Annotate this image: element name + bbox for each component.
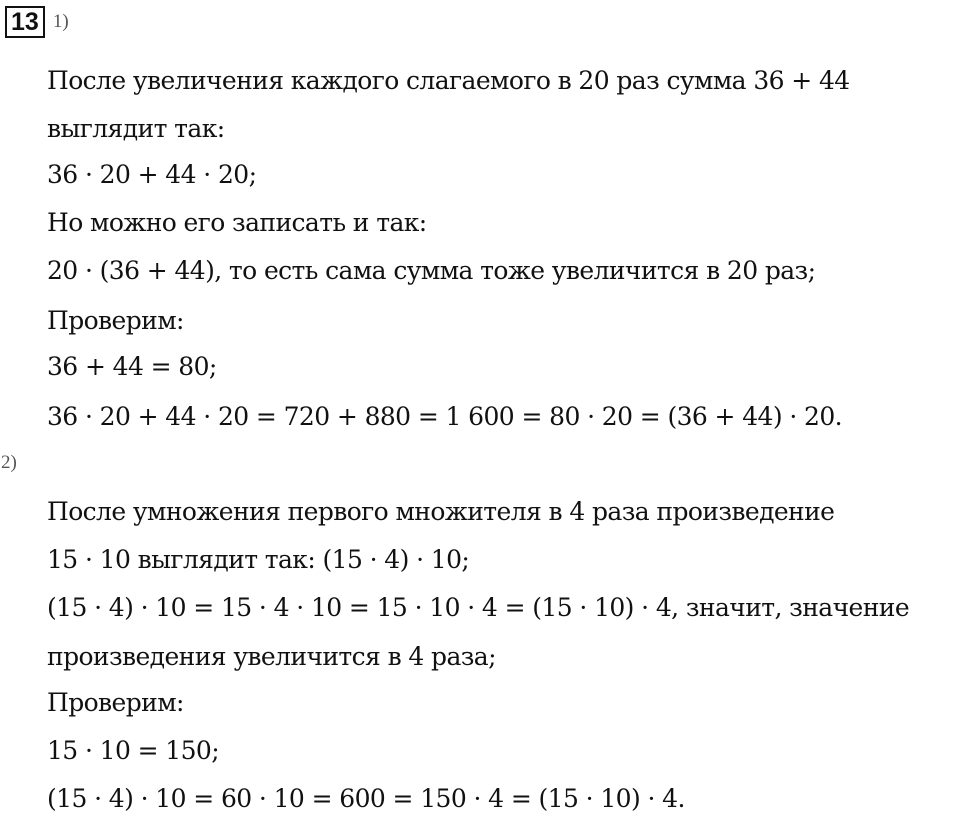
part-2-line-7: (15 · 4) · 10 = 60 · 10 = 600 = 150 · 4 = (15 · 10) · 4. xyxy=(47,784,685,813)
part-2-line-2: 15 · 10 выглядит так: (15 · 4) · 10; xyxy=(47,545,470,574)
part-1-line-8: 36 · 20 + 44 · 20 = 720 + 880 = 1 600 = 80 · 20 = (36 + 44) · 20. xyxy=(47,402,843,431)
part-1-line-4: Но можно его записать и так: xyxy=(47,208,427,237)
part-2-line-6: 15 · 10 = 150; xyxy=(47,736,220,765)
part-1-line-7: 36 + 44 = 80; xyxy=(47,352,217,381)
part-1-line-2: выглядит так: xyxy=(47,114,225,143)
part-2-line-1: После умножения первого множителя в 4 раза произведение xyxy=(47,497,835,526)
task-number-badge: 13 xyxy=(5,6,45,38)
part-1-line-3: 36 · 20 + 44 · 20; xyxy=(47,160,257,189)
part-2-label: 2) xyxy=(1,452,17,473)
part-1-line-5: 20 · (36 + 44), то есть сама сумма тоже увеличится в 20 раз; xyxy=(47,256,816,285)
part-2-line-5: Проверим: xyxy=(47,688,184,717)
task-header xyxy=(5,6,69,38)
part-2-line-4: произведения увеличится в 4 раза; xyxy=(47,642,496,671)
part-1-label: 1) xyxy=(52,11,69,32)
part-1-line-6: Проверим: xyxy=(47,306,184,335)
part-2-line-3: (15 · 4) · 10 = 15 · 4 · 10 = 15 · 10 · 4 = (15 · 10) · 4, значит, значение xyxy=(47,593,910,622)
part-1-line-1: После увеличения каждого слагаемого в 20 раз сумма 36 + 44 xyxy=(47,66,850,95)
